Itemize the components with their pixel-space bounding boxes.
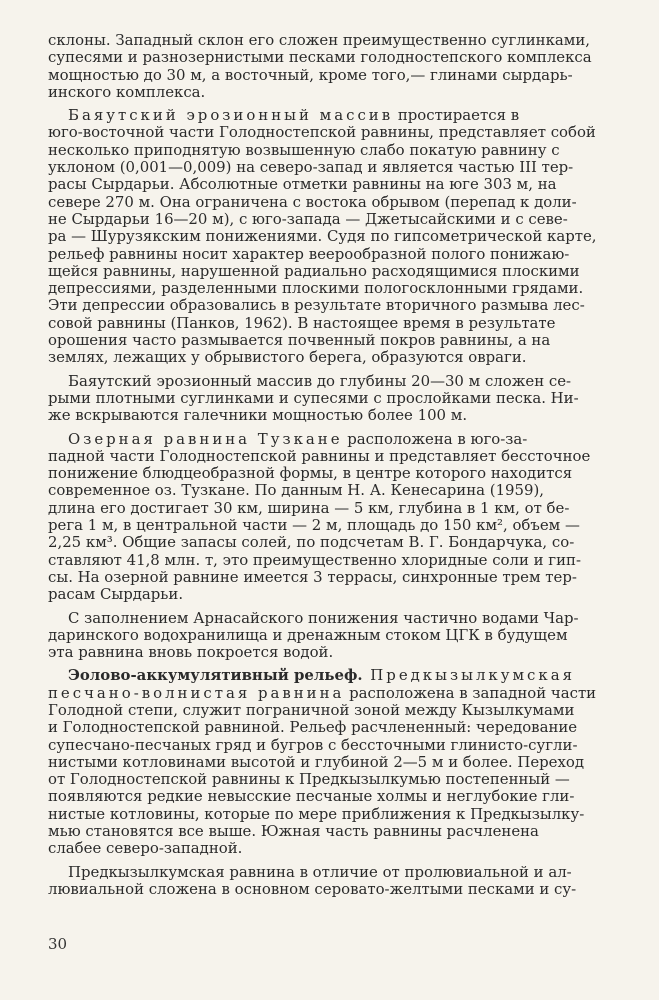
text-line	[48, 32, 616, 49]
line-text: депрессиями, разделенными плоскими пологосклонными грядами.	[48, 279, 584, 298]
text-line	[48, 667, 616, 684]
text-line	[48, 332, 616, 349]
body-text	[48, 32, 616, 898]
text-line	[48, 49, 616, 66]
spaced-term: Предкызылкумская	[362, 666, 575, 685]
line-text: от Голодностепской равнины к Предкызылкумью постепенный —	[48, 770, 570, 789]
line-text: мью становятся все выше. Южная часть равнины расчленена	[48, 822, 539, 841]
text-line	[48, 124, 616, 141]
text-line	[48, 373, 616, 390]
line-text: эта равнина вновь покроется водой.	[48, 643, 334, 662]
text-line	[48, 211, 616, 228]
line-text: падной части Голодностепской равнины и представляет бессточное	[48, 446, 591, 465]
line-text: даринского водохранилища и дренажным стоком ЦГК в будущем	[48, 625, 568, 644]
line-text: расположена в западной части	[344, 683, 597, 702]
line-text: супесями и разнозернистыми песками голодностепского комплекса	[48, 48, 592, 67]
text-line	[48, 644, 616, 661]
line-text: Голодной степи, служит пограничной зоной между Кызылкумами	[48, 700, 575, 719]
text-line	[48, 465, 616, 482]
line-text: инского комплекса.	[48, 82, 206, 101]
line-text: и Голодностепской равниной. Рельеф расчлененный: чередование	[48, 718, 578, 737]
line-text: длина его достигает 30 км, ширина — 5 км, глубина в 1 км, от бе-	[48, 498, 570, 517]
line-text: нистые котловины, которые по мере приближения к Предкызылку-	[48, 804, 585, 823]
text-line	[48, 194, 616, 211]
text-line	[48, 737, 616, 754]
line-text: С заполнением Арнасайского понижения частично водами Чар-	[68, 608, 579, 627]
line-text: несколько приподнятую возвышенную слабо покатую равнину с	[48, 140, 560, 159]
line-text: севере 270 м. Она ограничена с востока обрывом (перепад к доли-	[48, 192, 577, 211]
line-text: ставляют 41,8 млн. т, это преимущественно хлоридные соли и гип-	[48, 550, 581, 569]
text-line	[48, 407, 616, 424]
line-text: рельеф равнины носит характер веерообразной полого понижаю-	[48, 244, 570, 263]
line-text: землях, лежащих у обрывистого берега, образуются овраги.	[48, 348, 527, 367]
line-text: современное оз. Тузкане. По данным Н. А. Кенесарина (1959),	[48, 481, 545, 500]
line-text: ра — Шурузякским понижениями. Судя по гипсометрической карте,	[48, 227, 597, 246]
text-line	[48, 627, 616, 644]
line-text: не Сырдарьи 16—20 м), с юго-запада — Джетысайскими и с севе-	[48, 209, 568, 228]
line-text: слабее северо-западной.	[48, 839, 243, 858]
text-line	[48, 754, 616, 771]
line-text: склоны. Западный склон его сложен преимущественно суглинками,	[48, 31, 590, 49]
text-line	[48, 610, 616, 627]
text-line	[48, 315, 616, 332]
text-line	[48, 246, 616, 263]
text-line	[48, 142, 616, 159]
text-line	[48, 390, 616, 407]
text-line	[48, 84, 616, 101]
text-line	[48, 297, 616, 314]
line-text: расам Сырдарьи.	[48, 585, 184, 604]
line-text: совой равнины (Панков, 1962). В настоящее время в результате	[48, 313, 556, 332]
text-line	[48, 569, 616, 586]
line-text: нистыми котловинами высотой и глубиной 2—5 м и более. Переход	[48, 752, 585, 771]
text-line	[48, 263, 616, 280]
line-text: юго-восточной части Голодностепской равнины, представляет собой	[48, 123, 596, 142]
line-text: рыми плотными суглинками и супесями с прослойками песка. Ни-	[48, 388, 579, 407]
spaced-term: Баяутский эрозионный массив	[68, 106, 394, 125]
line-text: рега 1 м, в центральной части — 2 м, площадь до 150 км², объем —	[48, 516, 580, 535]
line-text: сы. На озерной равнине имеется 3 террасы, синхронные трем тер-	[48, 567, 577, 586]
line-text: расположена в юго-за-	[342, 429, 528, 448]
text-line	[48, 586, 616, 603]
line-text: щейся равнины, нарушенной радиально расходящимися плоскими	[48, 261, 580, 280]
line-text: орошения часто размывается почвенный покров равнины, а на	[48, 331, 551, 350]
text-line	[48, 176, 616, 193]
text-line	[48, 864, 616, 881]
line-text: мощностью до 30 м, а восточный, кроме того,— глинами сырдарь-	[48, 65, 573, 84]
section-heading: Эолово-аккумулятивный рельеф.	[68, 666, 363, 685]
line-text: появляются редкие невысские песчаные холмы и неглубокие гли-	[48, 787, 575, 806]
line-text: Баяутский эрозионный массив до глубины 20—30 м сложен се-	[68, 371, 572, 390]
text-line	[48, 349, 616, 366]
line-text: уклоном (0,001—0,009) на северо-запад и является частью III тер-	[48, 158, 574, 177]
text-line	[48, 159, 616, 176]
line-text: супесчано-песчаных гряд и бугров с бессточными глинисто-сугли-	[48, 735, 578, 754]
text-line	[48, 280, 616, 297]
line-text: понижение блюдцеобразной формы, в центре которого находится	[48, 464, 573, 483]
page-number: 30	[48, 935, 68, 953]
line-text: 2,25 км³. Общие запасы солей, по подсчетам В. Г. Бондарчука, со-	[48, 533, 575, 552]
text-line	[48, 771, 616, 788]
text-line	[48, 840, 616, 857]
spaced-term: песчано-волнистая равнина	[48, 683, 345, 702]
text-line	[48, 228, 616, 245]
text-line	[48, 67, 616, 84]
line-text: простирается в	[393, 106, 520, 125]
text-line	[48, 719, 616, 736]
text-line	[48, 431, 616, 448]
line-text: лювиальной сложена в основном серовато-желтыми песками и су-	[48, 879, 577, 898]
text-line	[48, 107, 616, 124]
text-line	[48, 482, 616, 499]
text-line	[48, 788, 616, 805]
text-line	[48, 500, 616, 517]
text-line	[48, 448, 616, 465]
line-text: Эти депрессии образовались в результате вторичного размыва лес-	[48, 296, 585, 315]
line-text: Предкызылкумская равнина в отличие от пролювиальной и ал-	[68, 862, 572, 881]
line-text: расы Сырдарьи. Абсолютные отметки равнины на юге 303 м, на	[48, 175, 557, 194]
text-line	[48, 534, 616, 551]
spaced-term: Озерная равнина Тузкане	[68, 429, 343, 448]
text-line	[48, 552, 616, 569]
text-line	[48, 517, 616, 534]
text-line	[48, 685, 616, 702]
text-line	[48, 806, 616, 823]
text-line	[48, 823, 616, 840]
text-line	[48, 702, 616, 719]
line-text: же вскрываются галечники мощностью более 100 м.	[48, 406, 468, 425]
text-line	[48, 881, 616, 898]
